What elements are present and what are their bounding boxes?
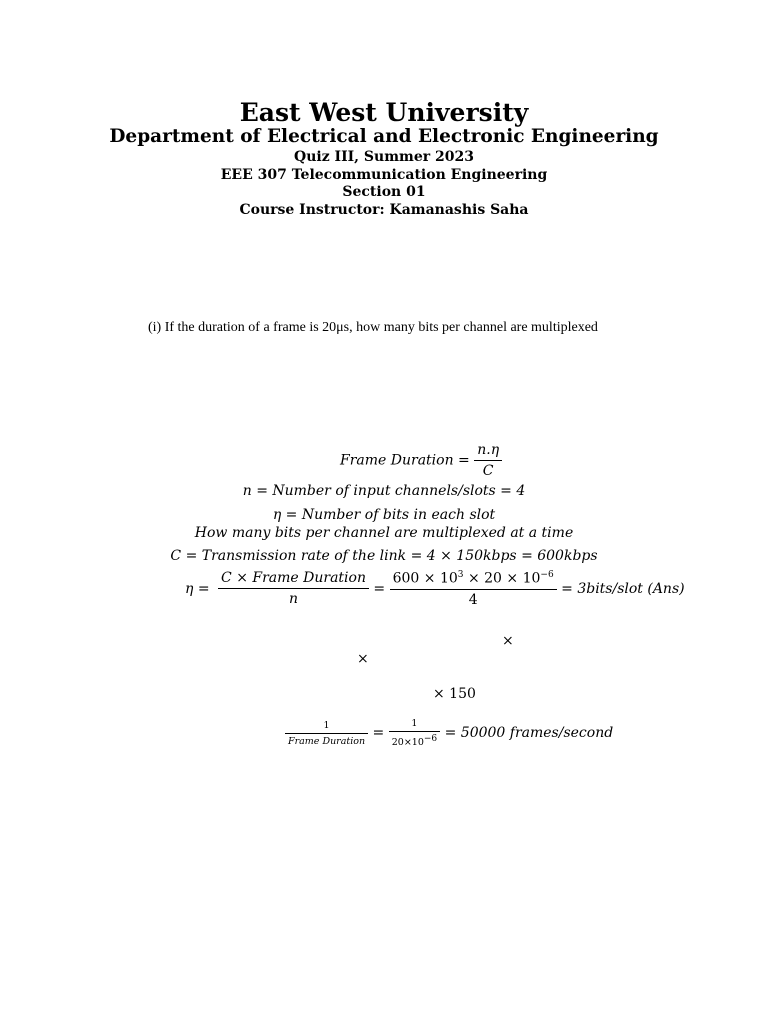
- frames-fraction-numeric: [389, 718, 440, 748]
- stray-times-symbol: ×: [502, 633, 514, 649]
- fraction-numerator: C × Frame Duration: [218, 570, 369, 589]
- frame-duration-equation: [340, 442, 502, 479]
- section-label: Section 01: [342, 184, 426, 200]
- c-definition: C = Transmission rate of the link = 4 × 150kbps = 600kbps: [170, 548, 598, 564]
- stray-times-150: × 150: [433, 686, 476, 702]
- fraction-denominator: Frame Duration: [288, 735, 366, 747]
- frames-per-second-equation: [285, 718, 613, 748]
- eta-lhs: η =: [185, 580, 210, 597]
- eta-definition-explanation: How many bits per channel are multiplexed at a time: [194, 525, 574, 541]
- frames-result: = 50000 frames/second: [444, 725, 614, 742]
- course-title: EEE 307 Telecommunication Engineering: [220, 167, 548, 183]
- eta-definition: η = Number of bits in each slot: [272, 507, 496, 523]
- fraction-denominator: 4: [468, 591, 478, 608]
- department-title: Department of Electrical and Electronic Engineering: [109, 126, 659, 147]
- eta-equation: [185, 570, 685, 608]
- fraction-numerator: n.η: [474, 442, 502, 461]
- equals-sign: =: [372, 725, 385, 742]
- frames-fraction-symbolic: [285, 720, 368, 747]
- stray-times-symbol: ×: [357, 651, 369, 667]
- fraction-numerator: 1: [389, 718, 440, 732]
- quiz-title: Quiz III, Summer 2023: [294, 149, 474, 165]
- fraction-denominator: $20\times 10^{-6}$: [391, 734, 438, 749]
- university-title: East West University: [239, 98, 529, 127]
- fraction-denominator: n: [288, 591, 299, 608]
- instructor-label: Course Instructor: Kamanashis Saha: [239, 202, 529, 218]
- fraction-numerator: $600 \times 10^3 \times 20 \times 10^{-6}$: [390, 570, 557, 590]
- frame-duration-fraction: [474, 442, 502, 479]
- eta-result: = 3bits/slot (Ans): [561, 580, 685, 597]
- frame-duration-lhs: Frame Duration =: [340, 452, 470, 469]
- equals-sign: =: [373, 580, 386, 597]
- question-text: (i) If the duration of a frame is 20μs, how many bits per channel are multiplexed: [148, 320, 598, 335]
- fraction-numerator: 1: [285, 720, 368, 734]
- fraction-denominator: C: [482, 463, 494, 479]
- eta-fraction-symbolic: [218, 570, 369, 607]
- eta-fraction-numeric: [390, 570, 557, 608]
- n-definition: n = Number of input channels/slots = 4: [242, 483, 526, 499]
